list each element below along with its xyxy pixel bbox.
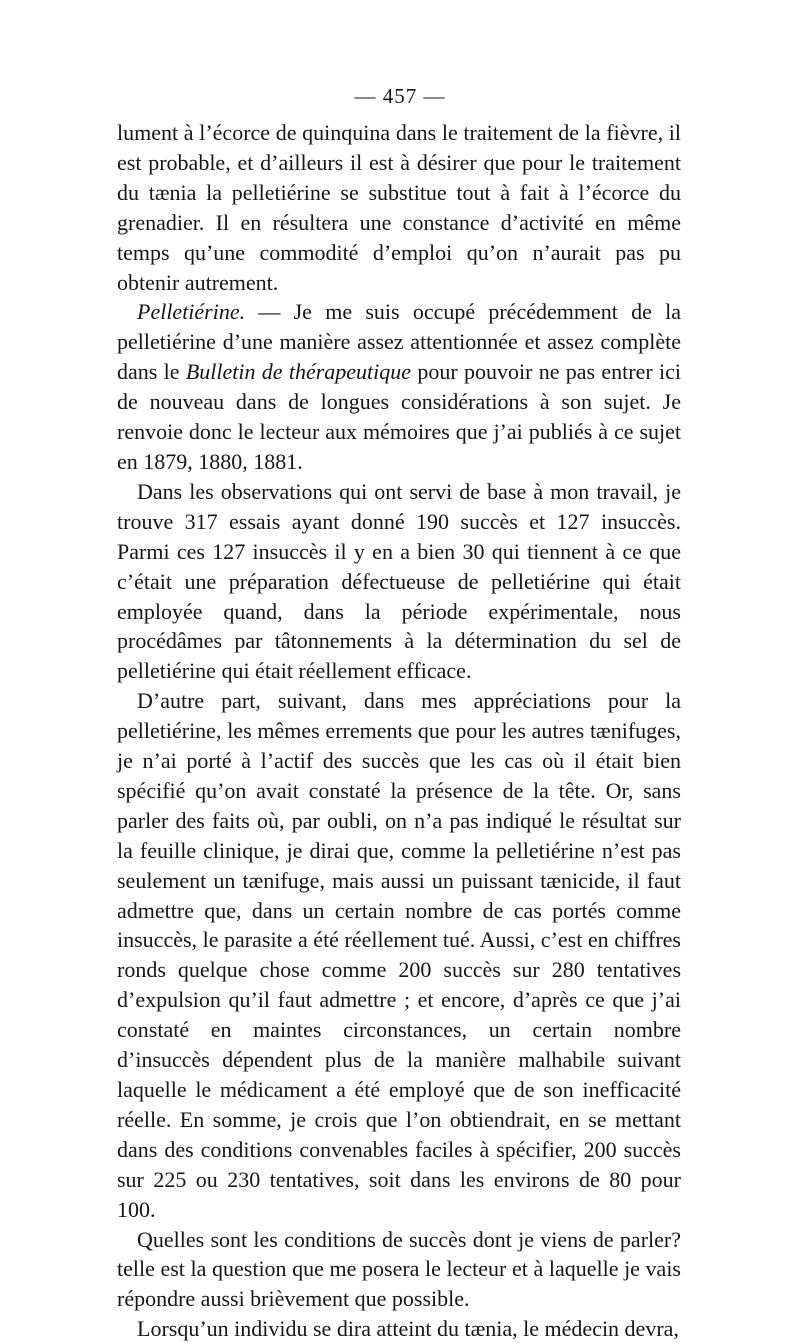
paragraph-6: Lorsqu’un individu se dira atteint du tænia, le médecin devra,: [137, 1316, 679, 1342]
paragraph-3: Dans les observations qui ont servi de base à mon travail, je trouve 317 essais ayant donné 190 succès et 127 insuccès. Parmi ces 127 insuccès il y en a bien 30 qui tiennent à ce que c’était une préparation défectueuse de pelletiérine qui était employée quand, dans la période expérimentale, nous procédâmes par tâtonnements à la détermination du sel de pelletiérine qui était réellement efficace.: [117, 478, 681, 684]
body-text: [117, 118, 681, 1344]
paragraph-5: Quelles sont les conditions de succès dont je viens de parler? telle est la question que me posera le lecteur et à laquelle je vais répondre aussi brièvement que possible.: [117, 1226, 681, 1312]
paragraph-4: D’autre part, suivant, dans mes appréciations pour la pelletiérine, les mêmes errements que pour les autres tænifuges, je n’ai porté à l’actif des succès que les cas où il était bien spécifié qu’on avait constaté la présence de la tête. Or, sans parler des faits où, par oubli, on n’a pas indiqué le résultat sur la feuille clinique, je dirai que, comme la pelletiérine n’est pas seulement un tænifuge, mais aussi un puissant tænicide, il faut admettre que, dans un certain nombre de cas portés comme insuccès, le parasite a été réellement tué. Aussi, c’est en chiffres ronds quelque chose comme 200 succès sur 280 tentatives d’expulsion qu’il faut admettre ; et encore, d’après ce que j’ai constaté en maintes circonstances, un certain nombre d’insuccès dépendent plus de la manière malhabile suivant laquelle le médicament a été employé que de son inefficacité réelle. En somme, je crois que l’on obtiendrait, en se mettant dans des conditions convenables faciles à spécifier, 200 succès sur 225 ou 230 tentatives, soit dans les environs de 80 pour 100.: [117, 688, 681, 1222]
paragraph-2-text-b: pour pouvoir ne pas entrer ici de nouveau dans de longues considérations à son sujet. Je renvoie donc le lecteur aux mémoires que j’ai publiés à ce sujet en 1879, 1880, 1881.: [117, 359, 681, 474]
paragraph-2: [117, 297, 681, 476]
page-number: — 457 —: [354, 84, 446, 108]
section-heading-pelletierine: Pelletiérine.: [137, 299, 246, 325]
journal-title: Bulletin de thérapeutique: [185, 359, 412, 385]
paragraph-2-text-a: — Je me suis occupé précédemment de la pelletiérine d’une manière assez attentionnée et assez complète dans le: [117, 299, 681, 385]
paragraph-1: lument à l’écorce de quinquina dans le traitement de la fièvre, il est probable, et d’ailleurs il est à désirer que pour le traitement du tænia la pelletiérine se substitue tout à fait à l’écorce du grenadier. Il en résultera une constance d’activité en même temps qu’une commodité d’emploi qu’on n’aurait pas pu obtenir autrement.: [117, 120, 681, 295]
